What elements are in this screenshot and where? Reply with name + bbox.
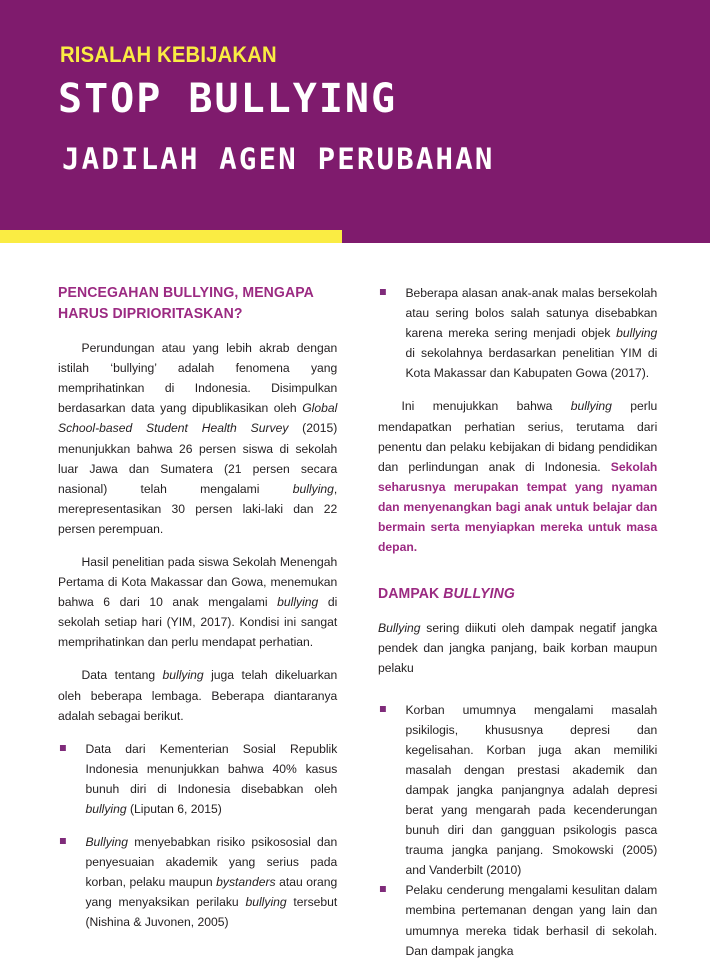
list-item-text: Pelaku cenderung mengalami kesulitan dalam membina pertemanan dengan yang lain dan umumnya mereka tidak berhasil di sekolah. Dan dampak jangka [405,883,658,958]
bullet-square-icon [380,706,386,712]
right-column [378,243,663,962]
right-bullet-list-top [378,283,663,383]
list-item-text: tersebut (Nishina & Juvonen, 2005) [85,895,338,930]
left-bullet-list [58,739,343,933]
list-item [58,832,337,932]
list-item-italic: bystanders [216,875,276,890]
bullet-square-icon [60,838,66,844]
page-title: STOP BULLYING [58,76,398,122]
dampak-section-heading [378,584,654,605]
paragraph-text: Data tentang [81,668,163,683]
accent-bar [0,230,342,243]
list-item-italic: bullying [616,326,658,341]
paragraph-text: sering diikuti oleh dampak negatif jangka pendek dan jangka panjang, baik korban maupun pelaku [378,621,658,676]
right-paragraph-1 [378,396,657,557]
bullet-square-icon [380,289,386,295]
list-item-text: atau orang yang menyaksikan perilaku [85,875,338,910]
paragraph-text: (2015) menunjukkan bahwa 26 persen siswa di sekolah luar Jawa dan Sumatera (21 persen secara nasional) telah mengalami [58,421,338,496]
left-paragraph-1 [58,338,337,539]
highlighted-statement: Sekolah seharusnya merupakan tempat yang nyaman dan menyenangkan bagi anak untuk belajar dan bermain serta menyiapkan mereka untuk masa depan. [378,459,658,555]
list-item [378,700,657,881]
kicker-label: RISALAH KEBIJAKAN [60,42,277,67]
list-item-italic: bullying [85,802,127,816]
paragraph-italic: bullying [292,481,334,496]
left-column [58,243,343,962]
top-spacer [58,243,343,283]
list-item [58,739,337,819]
dampak-intro-paragraph [378,618,657,678]
left-paragraph-3 [58,665,337,725]
paragraph-text: , merepresentasikan 30 persen laki-laki dan 22 persen perempuan. [58,481,338,536]
list-item-text: Data dari Kementerian Sosial Republik Indonesia menunjukkan bahwa 40% kasus bunuh diri di Indonesia disebabkan oleh [85,741,338,796]
list-item-italic: bullying [245,895,287,910]
left-paragraph-2 [58,552,337,652]
paragraph-italic: Bullying [378,621,421,636]
paragraph-italic: bullying [162,668,204,683]
body-columns [0,243,710,962]
page-subtitle: JADILAH AGEN PERUBAHAN [62,142,495,176]
top-spacer [378,243,663,283]
list-item [378,283,657,383]
paragraph-text: juga telah dikeluarkan oleh beberapa lembaga. Beberapa diantaranya adalah sebagai berikut. [58,668,338,723]
paragraph-text: Hasil penelitian pada siswa Sekolah Menengah Pertama di Kota Makassar dan Gowa, menemukan bahwa 6 dari 10 anak mengalami [58,554,338,610]
paragraph-italic: bullying [277,595,319,610]
bullet-square-icon [380,886,386,892]
paragraph-text: Perundungan atau yang lebih akrab dengan istilah ‘bullying’ adalah fenomena yang memprihatinkan di Indonesia. Disimpulkan berdasarkan data yang dipublikasikan oleh [58,341,338,416]
list-item-text: Korban umumnya mengalami masalah psikilogis, khususnya depresi dan kegelisahan. Korban juga akan memiliki masalah dengan prestasi akademik dan dampak jangka panjangnya adalah depresi berat yang mengarah pada kecenderungan bunuh diri dan gangguan psikologis pasca trauma jangka panjang. Smokowski (2005) and Vanderbilt (2010) [405,702,658,878]
list-spacer [378,692,663,700]
section-spacer [378,570,663,584]
bullet-square-icon [60,745,66,751]
header-banner [0,0,710,243]
heading-italic: BULLYING [443,586,515,603]
list-item-text: Beberapa alasan anak-anak malas bersekolah atau sering bolos salah satunya disebabkan karena mereka sering menjadi objek [405,286,658,341]
right-bullet-list-impacts [378,700,663,961]
paragraph-italic: Global School-based Student Health Survey [58,401,338,436]
list-item [378,880,657,960]
paragraph-text: di sekolah setiap hari (YIM, 2017). Kondisi ini sangat memprihatinkan dan perlu mendapat perhatian. [58,595,338,650]
heading-text: DAMPAK [378,586,444,603]
paragraph-italic: bullying [570,399,612,414]
paragraph-text: Ini menujukkan bahwa [401,399,571,414]
list-item-text: menyebabkan risiko psikososial dan penyesuaian akademik yang serius pada korban, pelaku maupun [85,835,338,890]
list-item-text: di sekolahnya berdasarkan penelitian YIM di Kota Makassar dan Kabupaten Gowa (2017). [405,346,658,381]
paragraph-text: perlu mendapatkan perhatian serius, terutama dari penentu dan pelaku kebijakan di bidang pendidikan dan perlindungan anak di Indonesia. [378,399,658,474]
left-section-heading: PENCEGAHAN BULLYING, MENGAPA HARUS DIPRIORITASKAN? [58,285,314,323]
list-item-italic: Bullying [85,835,128,850]
list-item-text: (Liputan 6, 2015) [126,802,222,816]
